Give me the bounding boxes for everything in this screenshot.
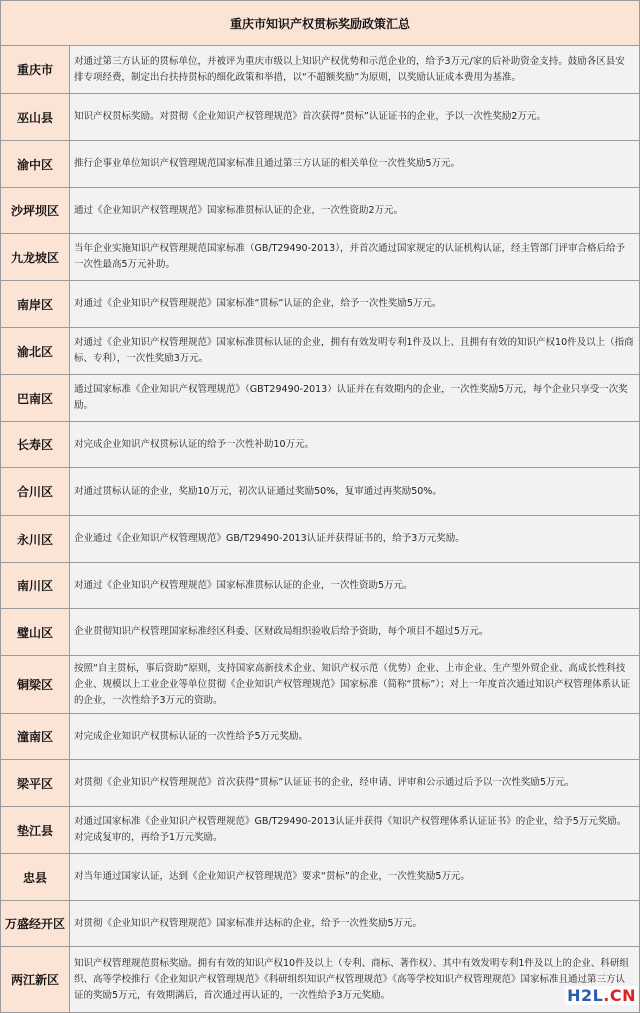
policy-text: 对通过第三方认证的贯标单位，并被评为重庆市级以上知识产权优势和示范企业的，给予3万元/家的后补助资金支持。鼓励各区县安排专项经费，制定出台扶持贯标的细化政策和举措，以“不超额奖励”为原则，以奖励认证成本费用为基准。 <box>70 46 640 94</box>
policy-text: 对完成企业知识产权贯标认证的给予一次性补助10万元。 <box>70 422 640 468</box>
region-name: 渝北区 <box>1 328 70 375</box>
policy-text: 知识产权贯标奖励。对贯彻《企业知识产权管理规范》首次获得“贯标”认证证书的企业，予以一次性奖励2万元。 <box>70 94 640 141</box>
policy-text: 推行企事业单位知识产权管理规范国家标准且通过第三方认证的相关单位一次性奖励5万元。 <box>70 141 640 188</box>
region-name: 铜梁区 <box>1 656 70 714</box>
table-row <box>1 188 640 234</box>
region-name: 潼南区 <box>1 714 70 760</box>
table-row <box>1 281 640 328</box>
table-row <box>1 468 640 516</box>
policy-text: 对贯彻《企业知识产权管理规范》首次获得“贯标”认证证书的企业，经申请、评审和公示通过后予以一次性奖励5万元。 <box>70 760 640 807</box>
region-name: 巴南区 <box>1 375 70 422</box>
policy-table-body <box>1 46 640 1013</box>
policy-text: 对完成企业知识产权贯标认证的一次性给予5万元奖励。 <box>70 714 640 760</box>
table-row <box>1 901 640 947</box>
policy-text: 对当年通过国家认证，达到《企业知识产权管理规范》要求“贯标”的企业，一次性奖励5万元。 <box>70 854 640 901</box>
policy-text: 通过国家标准《企业知识产权管理规范》（GBT29490-2013）认证并在有效期内的企业，一次性奖励5万元，每个企业只享受一次奖励。 <box>70 375 640 422</box>
policy-text: 企业通过《企业知识产权管理规范》GB/T29490-2013认证并获得证书的，给予3万元奖励。 <box>70 516 640 563</box>
policy-text: 企业贯彻知识产权管理国家标准经区科委、区财政局组织验收后给予资助，每个项目不超过5万元。 <box>70 609 640 656</box>
region-name: 忠县 <box>1 854 70 901</box>
region-name: 万盛经开区 <box>1 901 70 947</box>
table-row <box>1 807 640 854</box>
policy-text: 通过《企业知识产权管理规范》国家标准贯标认证的企业，一次性资助2万元。 <box>70 188 640 234</box>
region-name: 渝中区 <box>1 141 70 188</box>
region-name: 沙坪坝区 <box>1 188 70 234</box>
table-row <box>1 947 640 1013</box>
region-name: 璧山区 <box>1 609 70 656</box>
policy-text: 当年企业实施知识产权管理规范国家标准（GB/T29490-2013），并首次通过国家规定的认证机构认证，经主管部门评审合格后给予一次性最高5万元补助。 <box>70 234 640 281</box>
table-row <box>1 714 640 760</box>
region-name: 重庆市 <box>1 46 70 94</box>
table-row <box>1 46 640 94</box>
region-name: 永川区 <box>1 516 70 563</box>
watermark-part-2: .CN <box>603 986 636 1005</box>
table-row <box>1 854 640 901</box>
region-name: 九龙坡区 <box>1 234 70 281</box>
region-name: 垫江县 <box>1 807 70 854</box>
table-row <box>1 375 640 422</box>
table-row <box>1 760 640 807</box>
table-row <box>1 328 640 375</box>
policy-table <box>0 45 640 1013</box>
policy-text: 对通过《企业知识产权管理规范》国家标准贯标认证的企业，拥有有效发明专利1件及以上、且拥有有效的知识产权10件及以上（指商标、专利），一次性奖励3万元。 <box>70 328 640 375</box>
policy-text: 知识产权管理规范贯标奖励。拥有有效的知识产权10件及以上（专利、商标、著作权）、其中有效发明专利1件及以上的企业、科研组织、高等学校推行《企业知识产权管理规范》《科研组织知识产权管理规范》《高等学校知识产权管理规范》国家标准且通过第三方认证的奖励5万元，有效期满后，首次通过再认证的，一次性给予3万元奖励。 <box>70 947 640 1013</box>
table-row <box>1 563 640 609</box>
policy-text: 对通过《企业知识产权管理规范》国家标准贯标认证的企业，一次性资助5万元。 <box>70 563 640 609</box>
region-name: 长寿区 <box>1 422 70 468</box>
table-row <box>1 516 640 563</box>
watermark-part-1: H2L <box>567 986 604 1005</box>
region-name: 合川区 <box>1 468 70 516</box>
policy-text: 对贯彻《企业知识产权管理规范》国家标准并达标的企业，给予一次性奖励5万元。 <box>70 901 640 947</box>
region-name: 南川区 <box>1 563 70 609</box>
policy-text: 按照“自主贯标，事后资助”原则，支持国家高新技术企业、知识产权示范（优势）企业、上市企业、生产型外贸企业、高成长性科技企业、规模以上工业企业等单位贯彻《企业知识产权管理规范》国家标准（简称“贯标”）；对上一年度首次通过知识产权管理体系认证的企业，一次性给予3万元的资助。 <box>70 656 640 714</box>
region-name: 两江新区 <box>1 947 70 1013</box>
region-name: 梁平区 <box>1 760 70 807</box>
policy-text: 对通过《企业知识产权管理规范》国家标准“贯标”认证的企业，给予一次性奖励5万元。 <box>70 281 640 328</box>
policy-text: 对通过国家标准《企业知识产权管理规范》GB/T29490-2013认证并获得《知识产权管理体系认证证书》的企业，给予5万元奖励。对完成复审的，再给予1万元奖励。 <box>70 807 640 854</box>
table-row <box>1 656 640 714</box>
table-row <box>1 422 640 468</box>
page-title: 重庆市知识产权贯标奖励政策汇总 <box>0 0 640 45</box>
site-watermark <box>565 986 638 1005</box>
table-row <box>1 234 640 281</box>
table-row <box>1 141 640 188</box>
table-row <box>1 94 640 141</box>
table-row <box>1 609 640 656</box>
region-name: 南岸区 <box>1 281 70 328</box>
policy-text: 对通过贯标认证的企业，奖励10万元，初次认证通过奖励50%，复审通过再奖励50%。 <box>70 468 640 516</box>
region-name: 巫山县 <box>1 94 70 141</box>
